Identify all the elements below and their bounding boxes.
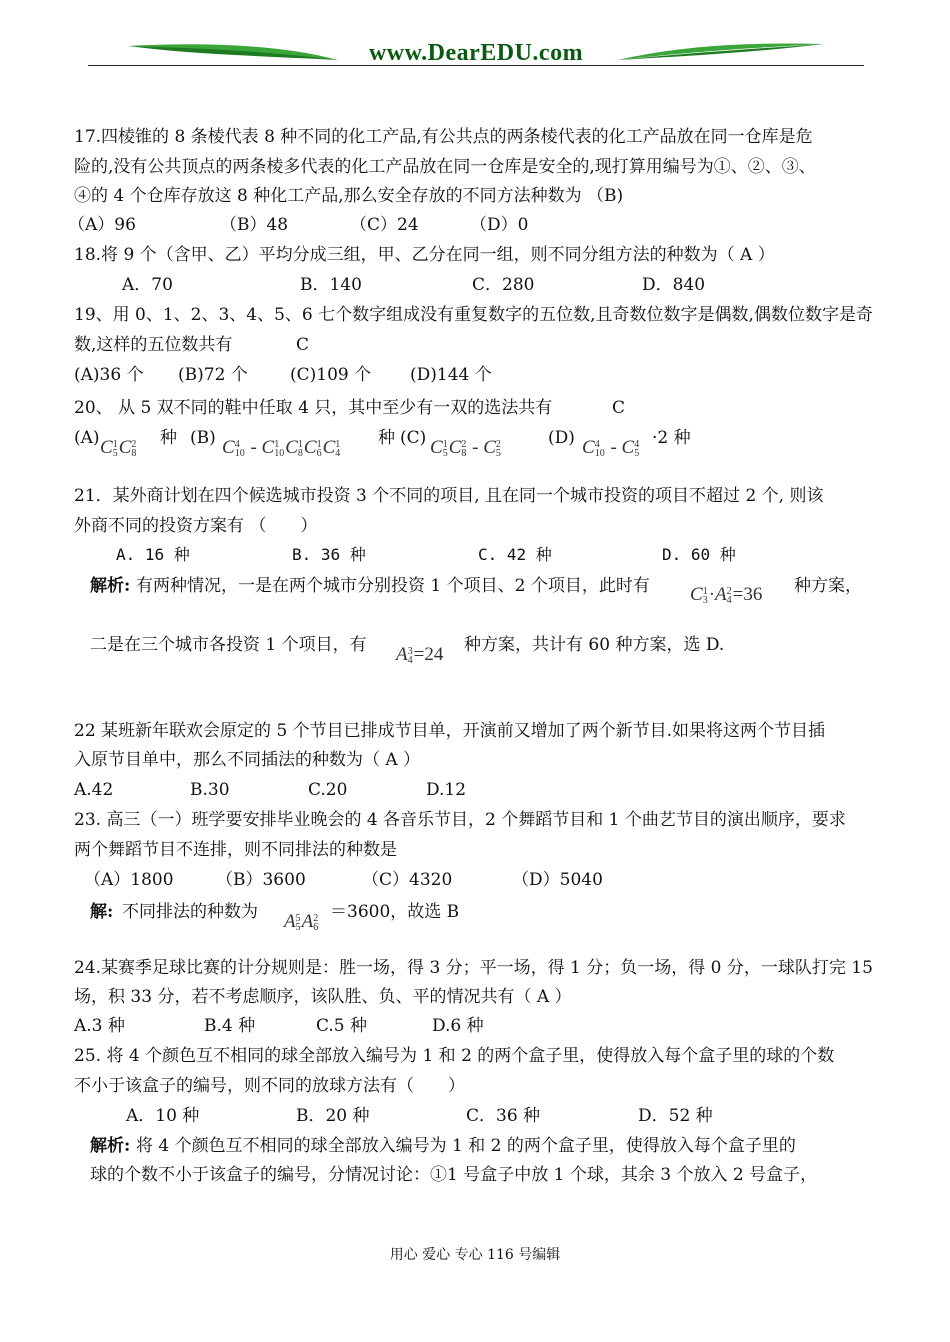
- q19-option-a: (A)36 个: [74, 365, 144, 385]
- q24-line-2: 场，积 33 分，若不考虑顺序，该队胜、负、平的情况共有（ A ）: [74, 987, 572, 1007]
- q21-option-b: B. 36 种: [292, 545, 366, 564]
- q24-option-d: D.6 种: [432, 1016, 484, 1036]
- q21-line-1: 21．某外商计划在四个候选城市投资 3 个不同的项目, 且在同一个城市投资的项目不超过 2 个, 则该: [74, 486, 824, 506]
- header-rule: [88, 65, 864, 66]
- q19-option-d: (D)144 个: [410, 365, 492, 385]
- q21-eq-1: =36: [732, 584, 763, 605]
- q23-option-d: （D）5040: [512, 870, 603, 890]
- q25-line-2: 不小于该盒子的编号，则不同的放球方法有（ ）: [74, 1076, 465, 1096]
- q20-unit-d: ·2 种: [652, 428, 691, 448]
- q21-eq-2: =24: [413, 644, 444, 665]
- q25-solution-line-2: 球的个数不小于该盒子的编号，分情况讨论：①1 号盒子中放 1 个球，其余 3 个放入 2 号盒子，: [90, 1165, 818, 1185]
- q21-formula-1: C1 3·A2 4=36: [690, 584, 763, 606]
- q20-formula-c: C1 5C2 8 - C2 5: [430, 437, 501, 459]
- q19-line-1: 19、用 0、1、2、3、4、5、6 七个数字组成没有重复数字的五位数,且奇数位数字是偶数,偶数位数字是奇: [74, 305, 873, 325]
- q17-line-1: 17.四棱锥的 8 条棱代表 8 种不同的化工产品,有公共点的两条棱代表的化工产品放在同一仓库是危: [74, 127, 813, 147]
- q25-solution-line-1: 将 4 个颜色互不相同的球全部放入编号为 1 和 2 的两个盒子里，使得放入每个盒子里的: [136, 1136, 796, 1156]
- q23-solution-b: ＝3600，故选 B: [330, 902, 460, 922]
- q23-option-c: （C）4320: [362, 870, 453, 890]
- q24-option-b: B.4 种: [204, 1016, 256, 1036]
- q17-option-c: （C）24: [350, 215, 419, 235]
- q25-option-d: D．52 种: [638, 1106, 713, 1126]
- q23-option-b: （B）3600: [216, 870, 306, 890]
- header-banner: [88, 38, 864, 68]
- q22-option-a: A.42: [74, 780, 114, 800]
- q20-label-b: (B): [190, 428, 216, 448]
- q20-line-1: 20、 从 5 双不同的鞋中任取 4 只，其中至少有一双的选法共有: [74, 398, 553, 418]
- q25-solution-label: 解析:: [90, 1136, 131, 1156]
- q18-option-a: A．70: [122, 275, 173, 295]
- site-logo: www.DearEDU.com: [368, 40, 584, 66]
- q23-solution-a: 不同排法的种数为: [122, 902, 258, 922]
- q22-option-c: C.20: [308, 780, 348, 800]
- q18-option-d: D．840: [642, 275, 706, 295]
- q23-line-1: 23. 高三（一）班学要安排毕业晚会的 4 各音乐节目，2 个舞蹈节目和 1 个曲艺节目的演出顺序，要求: [74, 810, 846, 830]
- q20-formula-a: C1 5C2 8: [100, 437, 137, 459]
- q19-line-2: 数,这样的五位数共有: [74, 335, 233, 355]
- q22-line-1: 22 某班新年联欢会原定的 5 个节目已排成节目单，开演前又增加了两个新节目.如果将这两个节目插: [74, 721, 826, 741]
- q24-option-a: A.3 种: [74, 1016, 125, 1036]
- q18-option-b: B．140: [300, 275, 362, 295]
- q22-option-d: D.12: [426, 780, 467, 800]
- q20-unit-b: 种: [378, 428, 395, 448]
- q22-option-b: B.30: [190, 780, 230, 800]
- q21-option-d: D. 60 种: [662, 545, 736, 564]
- q20-label-d: (D): [548, 428, 575, 448]
- q24-line-1: 24.某赛季足球比赛的计分规则是：胜一场，得 3 分；平一场，得 1 分；负一场，得 0 分，一球队打完 15: [74, 958, 873, 978]
- q23-option-a: （A）1800: [84, 870, 174, 890]
- q20-formula-b: C4 10 - C1 10C1 8C1 6C1 4: [222, 437, 341, 459]
- q19-answer: C: [296, 335, 310, 355]
- q21-solution-line-1-end: 种方案，: [794, 576, 862, 596]
- page-footer: 用心 爱心 专心 116 号编辑: [389, 1247, 561, 1263]
- q19-option-c: (C)109 个: [290, 365, 372, 385]
- q19-option-b: (B)72 个: [178, 365, 248, 385]
- q21-option-c: C. 42 种: [478, 545, 552, 564]
- q20-formula-d: C4 10 - C4 5: [582, 437, 640, 459]
- q18-line-1: 18.将 9 个（含甲、乙）平均分成三组，甲、乙分在同一组，则不同分组方法的种数为（ A ）: [74, 245, 775, 265]
- q17-option-a: （A）96: [68, 215, 136, 235]
- q20-unit-a: 种: [160, 428, 177, 448]
- q21-solution-label: 解析:: [90, 576, 131, 596]
- q25-option-a: A．10 种: [126, 1106, 200, 1126]
- q17-line-2: 险的,没有公共顶点的两条棱多代表的化工产品放在同一仓库是安全的,现打算用编号为①、②、③、: [74, 157, 816, 177]
- q17-line-3: ④的 4 个仓库存放这 8 种化工产品,那么安全存放的不同方法种数为 （B): [74, 186, 624, 206]
- q20-label-c: (C): [400, 428, 427, 448]
- q21-formula-2: A3 4=24: [396, 644, 444, 666]
- q21-solution-line-1: 有两种情况，一是在两个城市分别投资 1 个项目、2 个项目，此时有: [136, 576, 650, 596]
- q21-line-2: 外商不同的投资方案有 （ ）: [74, 516, 318, 536]
- q23-formula: A5 5A2 6: [284, 911, 319, 933]
- q21-option-a: A. 16 种: [116, 545, 190, 564]
- q25-line-1: 25. 将 4 个颜色互不相同的球全部放入编号为 1 和 2 的两个盒子里，使得放入每个盒子里的球的个数: [74, 1046, 835, 1066]
- q17-option-b: （B）48: [220, 215, 289, 235]
- q23-solution-label: 解:: [90, 902, 114, 922]
- q21-solution-line-2b: 种方案，共计有 60 种方案，选 D.: [464, 635, 725, 655]
- q17-option-d: （D）0: [470, 215, 529, 235]
- q24-option-c: C.5 种: [316, 1016, 368, 1036]
- q22-line-2: 入原节目单中，那么不同插法的种数为（ A ）: [74, 750, 421, 770]
- q23-line-2: 两个舞蹈节目不连排，则不同排法的种数是: [74, 840, 397, 860]
- q20-answer: C: [612, 398, 626, 418]
- q25-option-b: B．20 种: [296, 1106, 370, 1126]
- q25-option-c: C．36 种: [466, 1106, 541, 1126]
- q18-option-c: C．280: [472, 275, 535, 295]
- q20-label-a: (A): [74, 428, 100, 448]
- q21-solution-line-2a: 二是在三个城市各投资 1 个项目，有: [90, 635, 367, 655]
